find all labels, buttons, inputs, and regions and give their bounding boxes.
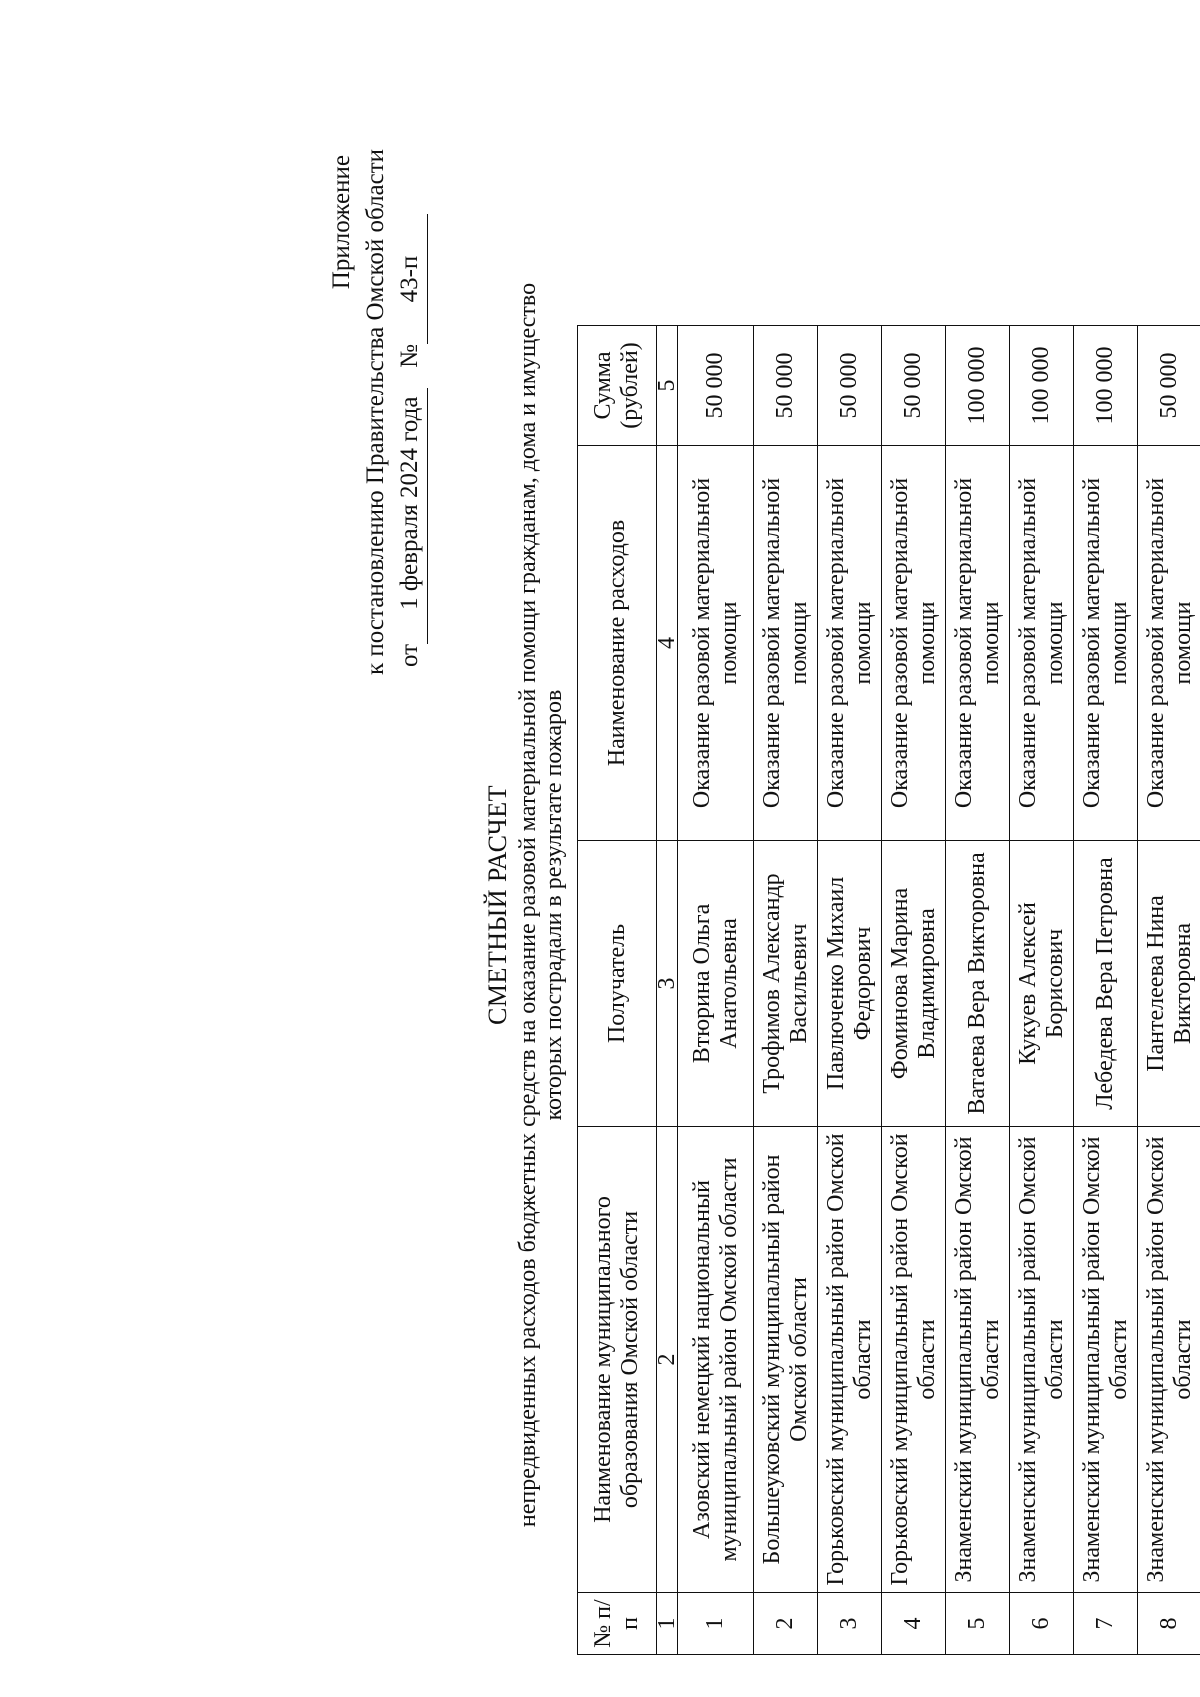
- row-recipient: Павлюченко Михаил Федорович: [818, 841, 882, 1127]
- date-underline-left: [393, 610, 428, 644]
- row-amount: 100 000: [1010, 326, 1074, 446]
- header-recipient: Получатель: [578, 841, 657, 1127]
- table-row: [1010, 326, 1074, 1655]
- table-column-numbers-row: [657, 326, 678, 1655]
- row-expense-name: Оказание разовой материальной помощи: [882, 446, 946, 841]
- header-number: № п/п: [578, 1593, 657, 1655]
- row-municipality: Азовский немецкий национальный муниципальный район Омской области: [678, 1127, 754, 1593]
- date-underline-right: [393, 388, 428, 420]
- row-amount: 50 000: [678, 326, 754, 446]
- appendix-title: Приложение: [328, 155, 355, 290]
- row-recipient: Ватаева Вера Викторовна: [946, 841, 1010, 1127]
- row-amount: 50 000: [882, 326, 946, 446]
- row-number: 2: [754, 1593, 818, 1655]
- document-page: [325, 148, 1196, 1655]
- row-recipient: Фоминова Марина Владимировна: [882, 841, 946, 1127]
- row-amount: 100 000: [946, 326, 1010, 446]
- row-amount: 100 000: [1074, 326, 1138, 446]
- row-number: 1: [678, 1593, 754, 1655]
- header-municipality: Наименование муниципального образования Омской области: [578, 1127, 657, 1593]
- row-recipient: Лебедева Вера Петровна: [1074, 841, 1138, 1127]
- table-row: [1074, 326, 1138, 1655]
- header-expense-name: Наименование расходов: [578, 446, 657, 841]
- row-amount: 50 000: [754, 326, 818, 446]
- table-row: [754, 326, 818, 1655]
- row-expense-name: Оказание разовой материальной помощи: [818, 446, 882, 841]
- row-expense-name: Оказание разовой материальной помощи: [1138, 446, 1200, 841]
- table-header-row: [578, 326, 657, 1655]
- row-municipality: Знаменский муниципальный район Омской области: [1010, 1127, 1074, 1593]
- row-expense-name: Оказание разовой материальной помощи: [946, 446, 1010, 841]
- decree-date: 1 февраля 2024 года: [393, 420, 428, 610]
- estimate-table-wrap: [577, 325, 1200, 1655]
- row-recipient: Втюрина Ольга Анатольевна: [678, 841, 754, 1127]
- header-amount: Сумма (рублей): [578, 326, 657, 446]
- document-subtitle: [515, 155, 567, 1655]
- appendix-date-line: [393, 155, 428, 675]
- table-row: [1138, 326, 1200, 1655]
- from-label: от: [396, 643, 423, 667]
- row-number: 5: [946, 1593, 1010, 1655]
- row-recipient: Пантелеева Нина Викторовна: [1138, 841, 1200, 1127]
- appendix-block: [325, 148, 428, 675]
- table-row: [946, 326, 1010, 1655]
- row-recipient: Кукуев Алексей Борисович: [1010, 841, 1074, 1127]
- appendix-reference: к постановлению Правительства Омской области: [362, 148, 389, 675]
- row-municipality: Знаменский муниципальный район Омской области: [946, 1127, 1010, 1593]
- table-row: [818, 326, 882, 1655]
- row-municipality: Горьковский муниципальный район Омской области: [882, 1127, 946, 1593]
- row-number: 8: [1138, 1593, 1200, 1655]
- row-number: 3: [818, 1593, 882, 1655]
- table-row: [882, 326, 946, 1655]
- subtitle-line-1: непредвиденных расходов бюджетных средств на оказание разовой материальной помощи гражданам, дома и имущество: [515, 282, 541, 1528]
- decree-number: 43-п: [393, 214, 428, 344]
- row-number: 7: [1074, 1593, 1138, 1655]
- column-number: 5: [657, 326, 678, 446]
- table-row: [678, 326, 754, 1655]
- number-label: №: [396, 344, 423, 368]
- row-recipient: Трофимов Александр Васильевич: [754, 841, 818, 1127]
- column-number: 2: [657, 1127, 678, 1593]
- estimate-table: [577, 325, 1200, 1655]
- column-number: 4: [657, 446, 678, 841]
- row-number: 6: [1010, 1593, 1074, 1655]
- row-municipality: Горьковский муниципальный район Омской области: [818, 1127, 882, 1593]
- subtitle-line-2: которых пострадали в результате пожаров: [541, 689, 567, 1121]
- row-amount: 50 000: [1138, 326, 1200, 446]
- row-number: 4: [882, 1593, 946, 1655]
- row-expense-name: Оказание разовой материальной помощи: [754, 446, 818, 841]
- column-number: 3: [657, 841, 678, 1127]
- row-municipality: Знаменский муниципальный район Омской области: [1138, 1127, 1200, 1593]
- row-amount: 50 000: [818, 326, 882, 446]
- column-number: 1: [657, 1593, 678, 1655]
- document-title: СМЕТНЫЙ РАСЧЕТ: [483, 785, 512, 1025]
- row-municipality: Знаменский муниципальный район Омской области: [1074, 1127, 1138, 1593]
- row-municipality: Большеуковский муниципальный район Омской области: [754, 1127, 818, 1593]
- row-expense-name: Оказание разовой материальной помощи: [678, 446, 754, 841]
- row-expense-name: Оказание разовой материальной помощи: [1074, 446, 1138, 841]
- row-expense-name: Оказание разовой материальной помощи: [1010, 446, 1074, 841]
